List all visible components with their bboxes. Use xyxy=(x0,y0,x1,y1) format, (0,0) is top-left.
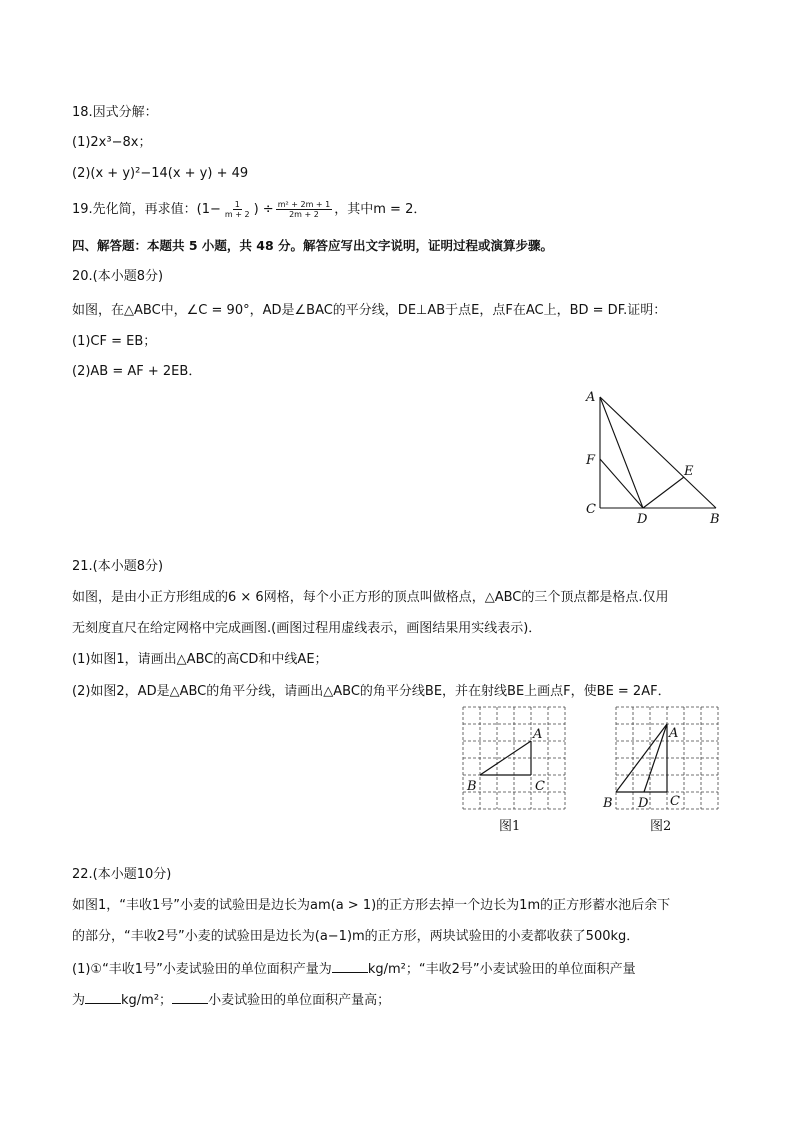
label-c: C xyxy=(586,502,596,517)
q21-part1: (1)如图1，请画出△ABC的高CD和中线AE； xyxy=(72,652,328,667)
q21-part2: (2)如图2，AD是△ABC的角平分线，请画出△ABC的角平分线BE，并在射线BE上画点F，使BE = 2AF． xyxy=(72,684,671,699)
segment-ad xyxy=(600,397,643,508)
label-a: A xyxy=(586,390,596,405)
q19-suffix: ，其中m = 2． xyxy=(334,202,427,217)
q21-figure-1 xyxy=(455,700,573,815)
q19-fraction-1: $\frac{1}{m + 2}$ xyxy=(224,200,250,219)
answer-blank-3[interactable] xyxy=(172,991,208,1004)
label-d: D xyxy=(637,512,648,527)
fig1-label-c: C xyxy=(535,779,545,794)
segment-de xyxy=(643,477,684,508)
label-b: B xyxy=(710,512,720,527)
fig2-label-c: C xyxy=(670,794,680,809)
q22-part2-b: kg/m²； xyxy=(121,993,173,1008)
label-e: E xyxy=(684,464,694,479)
q18-part2: (2)(x + y)²−14(x + y) + 49 xyxy=(72,166,249,181)
q20-part2: (2)AB = AF + 2EB． xyxy=(72,364,202,379)
q22-stem-2: 的部分，“丰收2号”小麦的试验田是边长为(a−1)m的正方形，两块试验田的小麦都收获了500kg． xyxy=(72,929,640,944)
fig2-label-a: A xyxy=(669,726,679,741)
fig2-label-d: D xyxy=(638,796,649,811)
fig2-label-b: B xyxy=(603,796,613,811)
q22-part1-line2 xyxy=(72,991,390,1010)
q21-stem-1: 如图，是由小正方形组成的6 × 6网格，每个小正方形的顶点叫做格点，△ABC的三个顶点都是格点.仅用 xyxy=(72,590,669,605)
q20-stem: 如图，在△ABC中，∠C = 90°，AD是∠BAC的平分线，DE⊥AB于点E，点F在AC上，BD = DF.证明： xyxy=(72,303,667,318)
q20-title: 20.(本小题8分) xyxy=(72,269,164,284)
fig1-label-a: A xyxy=(533,727,543,742)
q21-figure-2 xyxy=(600,700,724,815)
section-heading: 四、解答题：本题共 5 小题，共 48 分。解答应写出文字说明，证明过程或演算步骤。 xyxy=(72,238,554,253)
q21-stem-2: 无刻度直尺在给定网格中完成画图.(画图过程用虚线表示，画图结果用实线表示)． xyxy=(72,621,542,636)
answer-blank-2[interactable] xyxy=(85,991,121,1004)
q19-line xyxy=(72,200,426,219)
q19-mid: ) ÷ xyxy=(253,202,274,217)
answer-blank-1[interactable] xyxy=(332,960,368,973)
q22-part1-a: (1)①“丰收1号”小麦试验田的单位面积产量为 xyxy=(72,962,332,977)
label-f: F xyxy=(586,453,596,468)
q19-fraction-2: $\frac{\text{m² + 2m + 1}}{2m + 2}$ xyxy=(277,200,331,219)
q22-part2-a: 为 xyxy=(72,993,86,1008)
q22-stem-1: 如图1，“丰收1号”小麦的试验田是边长为am(a > 1)的正方形去掉一个边长为1m的正方形蓄水池后余下 xyxy=(72,898,671,913)
q18-part1: (1)2x³−8x； xyxy=(72,135,152,150)
q18-title: 18.因式分解： xyxy=(72,105,158,120)
q21-fig1-caption: 图1 xyxy=(499,819,521,834)
fig1-label-b: B xyxy=(467,779,477,794)
q22-part1-b: kg/m²；“丰收2号”小麦试验田的单位面积产量 xyxy=(367,962,636,977)
segment-ab xyxy=(600,397,716,508)
q22-part2-c: 小麦试验田的单位面积产量高； xyxy=(208,993,391,1008)
q19-prefix: 19.先化简，再求值：(1− xyxy=(72,202,221,217)
segment-fd xyxy=(600,459,643,508)
q22-title: 22.(本小题10分) xyxy=(72,867,172,882)
q22-part1-line1 xyxy=(72,960,636,979)
q20-part1: (1)CF = EB； xyxy=(72,334,157,349)
q21-fig2-caption: 图2 xyxy=(650,819,672,834)
q21-title: 21.(本小题8分) xyxy=(72,559,164,574)
q20-figure xyxy=(580,385,730,530)
